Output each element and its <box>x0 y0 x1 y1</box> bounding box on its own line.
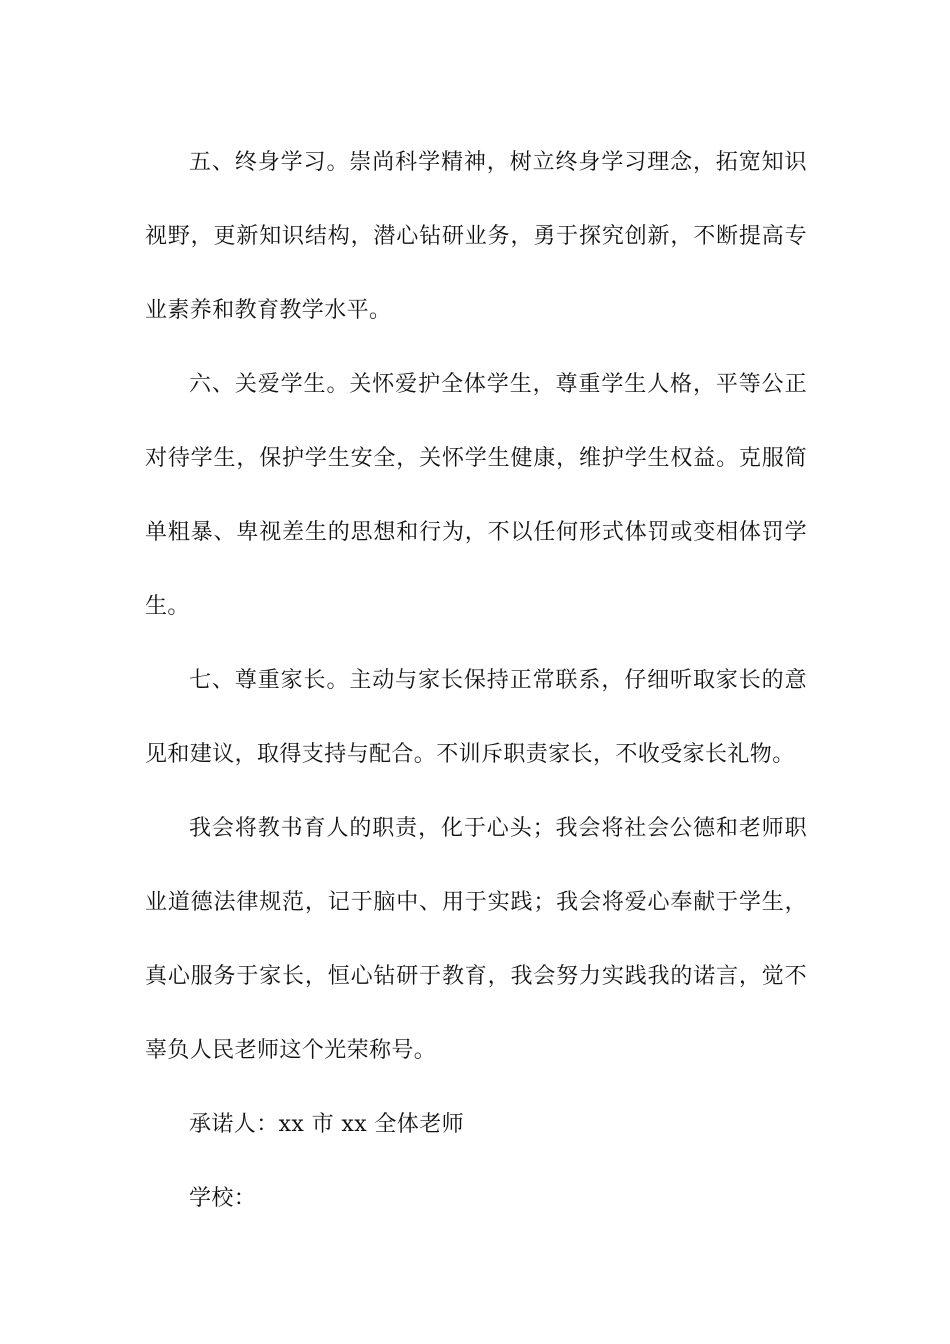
document-body <box>145 126 807 1236</box>
paragraph-commitment: 我会将教书育人的职责，化于心头；我会将社会公德和老师职业道德法律规范，记于脑中、用于实践；我会将爱心奉献于学生，真心服务于家长，恒心钻研于教育，我会努力实践我的诺言，觉不辜负人民老师这个光荣称号。 <box>145 816 807 1063</box>
paragraph-care-for-students: 六、关爱学生。关怀爱护全体学生，尊重学生人格，平等公正对待学生，保护学生安全，关怀学生健康，维护学生权益。克服简单粗暴、卑视差生的思想和行为，不以任何形式体罚或变相体罚学生。 <box>145 372 807 619</box>
paragraph-lifelong-learning: 五、终身学习。崇尚科学精神，树立终身学习理念，拓宽知识视野，更新知识结构，潜心钻研业务，勇于探究创新，不断提高专业素养和教育教学水平。 <box>145 150 807 323</box>
signature-school: 学校： <box>189 1186 257 1211</box>
signature-promiser: 承诺人：xx 市 xx 全体老师 <box>189 1112 465 1137</box>
paragraph-respect-parents: 七、尊重家长。主动与家长保持正常联系，仔细听取家长的意见和建议，取得支持与配合。不训斥职责家长，不收受家长礼物。 <box>145 668 807 767</box>
